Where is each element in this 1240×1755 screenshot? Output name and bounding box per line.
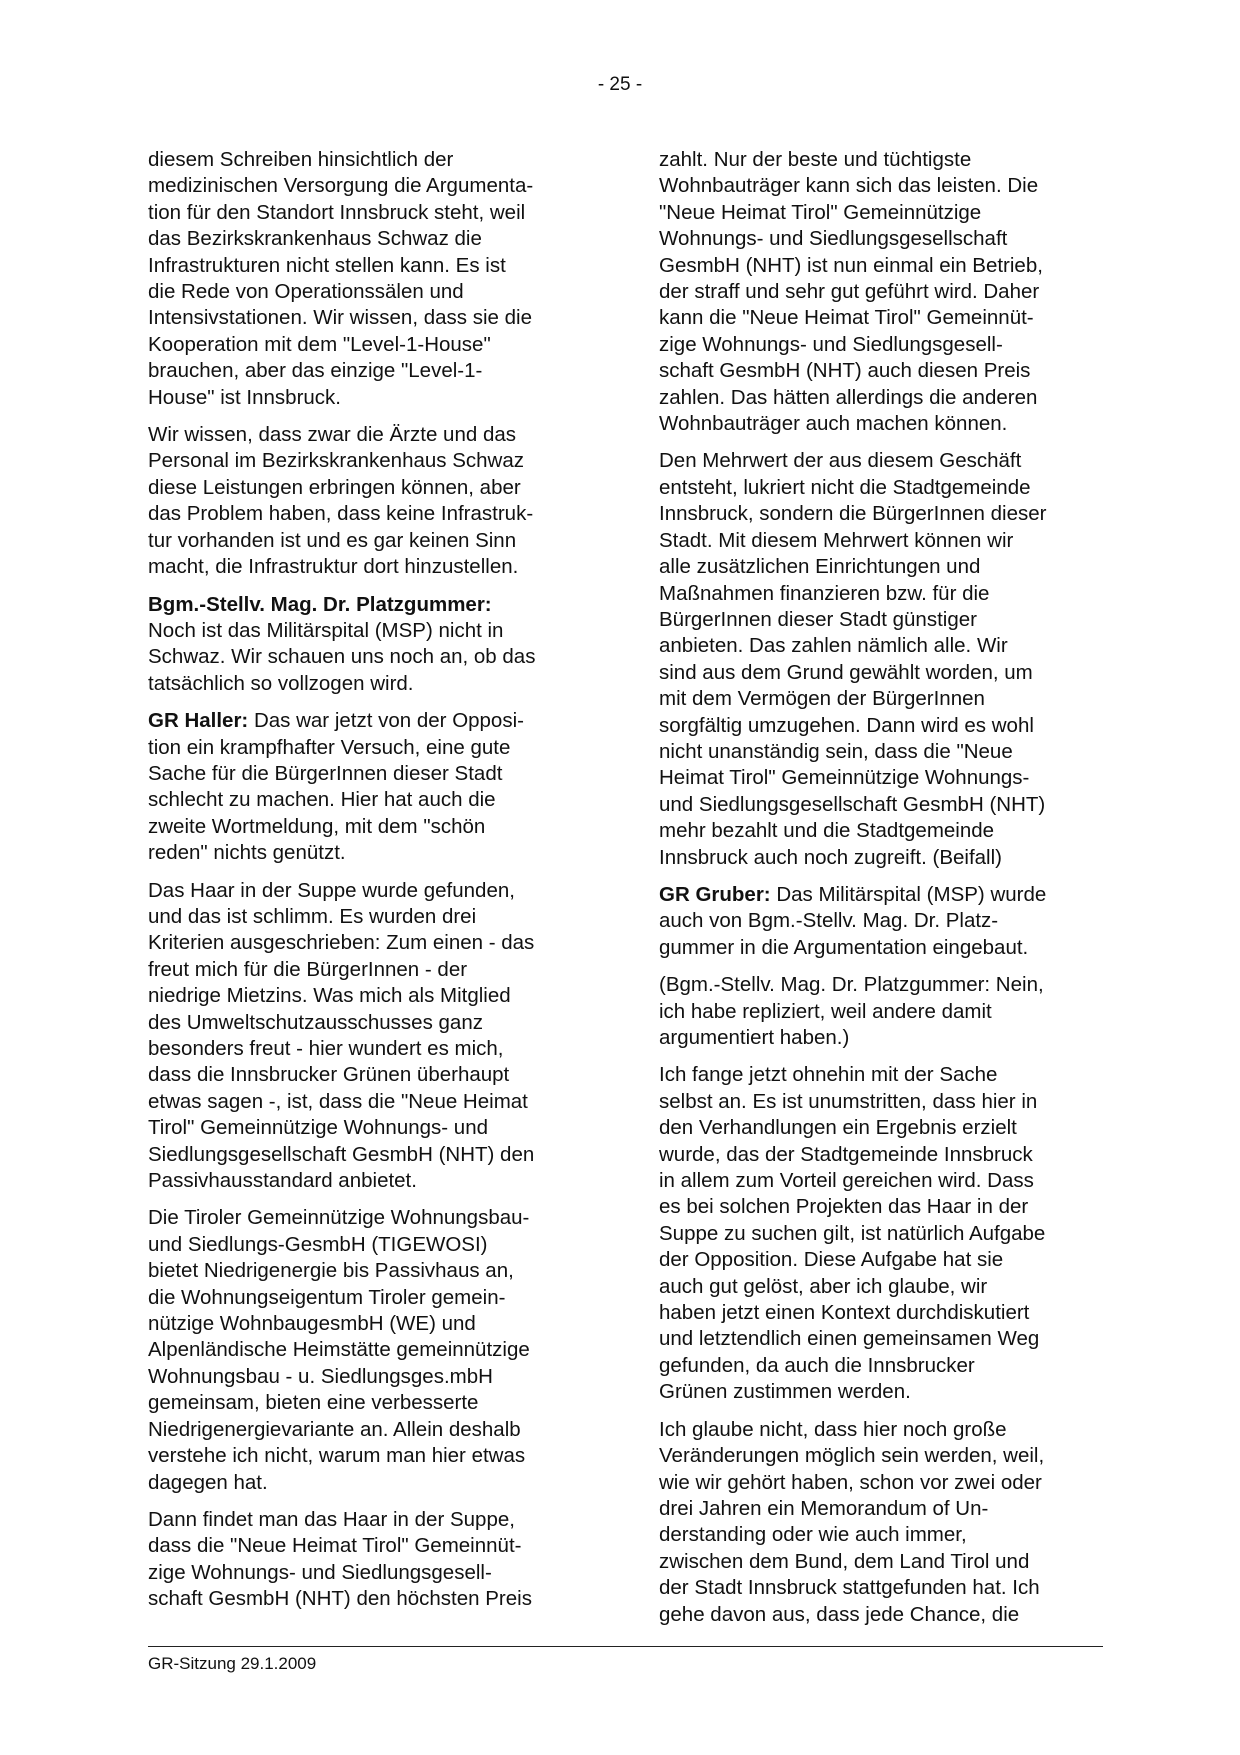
footer-divider (148, 1646, 1103, 1647)
paragraph: (Bgm.-Stellv. Mag. Dr. Platzgummer: Nein, ich habe repliziert, weil andere damit argumentiert haben.) (659, 973, 1044, 1049)
paragraph: Ich fange jetzt ohnehin mit der Sache selbst an. Es ist unumstritten, dass hier in den Verhandlungen ein Ergebnis erzielt wurde, das der Stadtgemeinde Innsbruck in allem zum Vorteil gereichen wird. Dass es bei solchen Projekten das Haar in der Suppe zu suchen gilt, ist natürlich Aufgabe der Opposition. Diese Aufgabe hat sie auch gut gelöst, aber ich glaube, wir haben jetzt einen Kontext durchdiskutiert und letztendlich einen gemeinsamen Weg gefunden, da auch die Innsbrucker Grünen zustimmen werden. (659, 1063, 1046, 1404)
footer-session-date: GR-Sitzung 29.1.2009 (148, 1654, 317, 1673)
paragraph: Wir wissen, dass zwar die Ärzte und das Personal im Bezirkskrankenhaus Schwaz diese Leistungen erbringen können, aber das Problem haben, dass keine Infrastruk- tur vorhanden ist und es gar keinen Sinn macht, die Infrastruktur dort hinzustellen. (148, 423, 534, 579)
page-number: - 25 - (597, 74, 643, 95)
speaker-name: GR Haller: (148, 709, 249, 733)
speech-text: Das Militärspital (MSP) wurde auch von Bgm.-Stellv. Mag. Dr. Platz- gummer in die Argumentation eingebaut. (659, 882, 1047, 959)
speech-text: Das war jetzt von der Opposi- tion ein krampfhafter Versuch, eine gute Sache für die BürgerInnen dieser Stadt schlecht zu machen. Hier hat auch die zweite Wortmeldung, mit dem "schön reden" nichts genützt. (148, 709, 524, 865)
speaker-name: Bgm.-Stellv. Mag. Dr. Platzgummer: (148, 592, 492, 616)
paragraph: diesem Schreiben hinsichtlich der medizinischen Versorgung die Argumenta- tion für den Standort Innsbruck steht, weil das Bezirkskrankenhaus Schwaz die Infrastrukturen nicht stellen kann. Es ist die Rede von Operationssälen und Intensivstationen. Wir wissen, dass sie die Kooperation mit dem "Level-1-House" brauchen, aber das einzige "Level-1- House" ist Innsbruck. (148, 148, 534, 409)
paragraph (659, 882, 1104, 961)
left-column (148, 147, 593, 1624)
paragraph (148, 708, 593, 866)
paragraph: zahlt. Nur der beste und tüchtigste Wohnbauträger kann sich das leisten. Die "Neue Heimat Tirol" Gemeinnützige Wohnungs- und Siedlungsgesellschaft GesmbH (NHT) ist nun einmal ein Betrieb, der straff und sehr gut geführt wird. Daher kann die "Neue Heimat Tirol" Gemeinnüt- zige Wohnungs- und Siedlungsgesell- schaft GesmbH (NHT) auch diesen Preis zahlen. Das hätten allerdings die anderen Wohnbauträger auch machen können. (659, 148, 1043, 436)
paragraph: Den Mehrwert der aus diesem Geschäft entsteht, lukriert nicht die Stadtgemeinde Innsbruck, sondern die BürgerInnen dieser Stadt. Mit diesem Mehrwert können wir alle zusätzlichen Einrichtungen und Maßnahmen finanzieren bzw. für die BürgerInnen dieser Stadt günstiger anbieten. Das zahlen nämlich alle. Wir sind aus dem Grund gewählt worden, um mit dem Vermögen der BürgerInnen sorgfältig umzugehen. Dann wird es wohl nicht unanständig sein, dass die "Neue Heimat Tirol" Gemeinnützige Wohnungs- und Siedlungsgesellschaft GesmbH (NHT) mehr bezahlt und die Stadtgemeinde Innsbruck auch noch zugreift. (Beifall) (659, 449, 1047, 869)
paragraph: Dann findet man das Haar in der Suppe, dass die "Neue Heimat Tirol" Gemeinnüt- zige Wohnungs- und Siedlungsgesell- schaft GesmbH (NHT) den höchsten Preis (148, 1507, 532, 1611)
speech-text: Noch ist das Militärspital (MSP) nicht in Schwaz. Wir schauen uns noch an, ob das tatsächlich so vollzogen wird. (148, 618, 536, 695)
paragraph: Die Tiroler Gemeinnützige Wohnungsbau- und Siedlungs-GesmbH (TIGEWOSI) bietet Niedrigenergie bis Passivhaus an, die Wohnungseigentum Tiroler gemein- nützige WohnbaugesmbH (WE) und Alpenländische Heimstätte gemeinnützige Wohnungsbau - u. Siedlungsges.mbH gemeinsam, bieten eine verbesserte Niedrigenergievariante an. Allein deshalb verstehe ich nicht, warum man hier etwas dagegen hat. (148, 1206, 530, 1494)
speaker-name: GR Gruber: (659, 882, 771, 906)
paragraph (148, 592, 593, 698)
paragraph: Ich glaube nicht, dass hier noch große Veränderungen möglich sein werden, weil, wie wir gehört haben, schon vor zwei oder drei Jahren ein Memorandum of Un- derstanding oder wie auch immer, zwischen dem Bund, dem Land Tirol und der Stadt Innsbruck stattgefunden hat. Ich gehe davon aus, dass jede Chance, die (659, 1417, 1045, 1626)
paragraph: Das Haar in der Suppe wurde gefunden, und das ist schlimm. Es wurden drei Kriterien ausgeschrieben: Zum einen - das freut mich für die BürgerInnen - der niedrige Mietzins. Was mich als Mitglied des Umweltschutzausschusses ganz besonders freut - hier wundert es mich, dass die Innsbrucker Grünen überhaupt etwas sagen -, ist, dass die "Neue Heimat Tirol" Gemeinnützige Wohnungs- und Siedlungsgesellschaft GesmbH (NHT) den Passivhausstandard anbietet. (148, 878, 535, 1193)
right-column (659, 147, 1104, 1639)
